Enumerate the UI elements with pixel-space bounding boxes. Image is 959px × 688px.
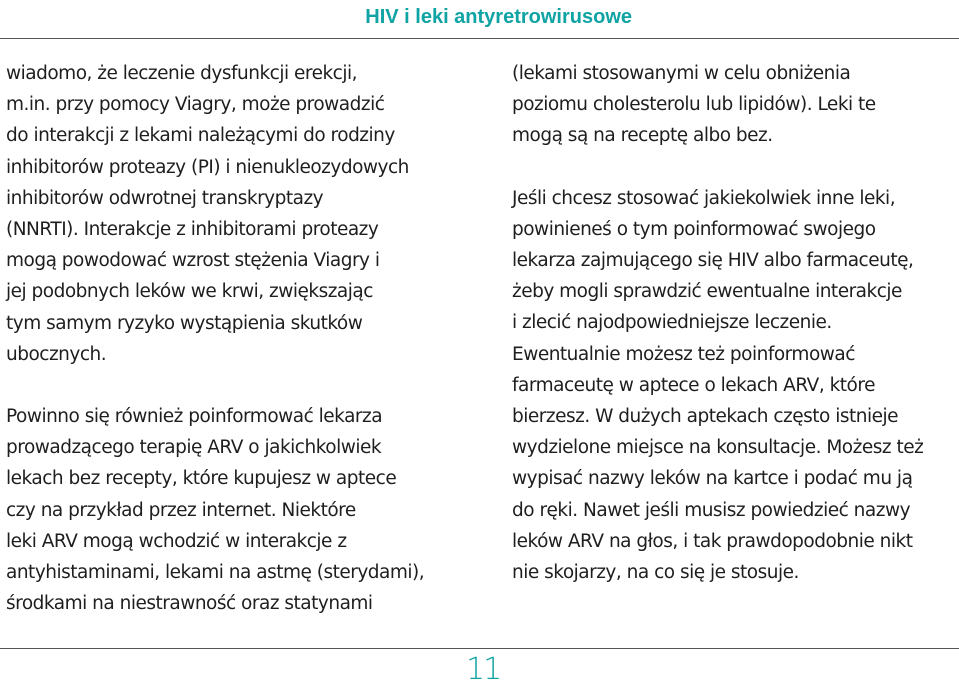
- text-line: m.in. przy pomocy Viagry, może prowadzić: [6, 94, 385, 116]
- right-text-column: [512, 58, 959, 619]
- text-line: Ewentualnie możesz też poinformować: [512, 343, 855, 365]
- text-line: żeby mogli sprawdzić ewentualne interakcje: [512, 281, 902, 303]
- text-line: poziomu cholesterolu lub lipidów). Leki te: [512, 94, 876, 116]
- text-line: inhibitorów odwrotnej transkryptazy: [6, 187, 324, 209]
- text-line: leków ARV na głos, i tak prawdopodobnie nikt: [512, 530, 913, 552]
- text-line: Jeśli chcesz stosować jakiekolwiek inne leki,: [512, 187, 896, 209]
- text-line: wypisać nazwy leków na kartce i podać mu ją: [512, 468, 913, 490]
- page-header-title: HIV i leki antyretrowirusowe: [365, 6, 632, 28]
- text-line: wydzielone miejsce na konsultacje. Możesz też: [512, 437, 924, 459]
- text-line: (NNRTI). Interakcje z inhibitorami proteazy: [6, 219, 379, 241]
- footer-divider: [0, 648, 959, 649]
- header-divider: [0, 38, 959, 39]
- text-line: farmaceutę w aptece o lekach ARV, które: [512, 374, 875, 396]
- page-number: 11: [466, 652, 501, 687]
- text-line: nie skojarzy, na co się je stosuje.: [512, 562, 799, 584]
- text-line: lekach bez recepty, które kupujesz w aptece: [6, 468, 397, 490]
- text-line: i zlecić najodpowiedniejsze leczenie.: [512, 312, 832, 334]
- left-text-column: [6, 58, 476, 650]
- text-line: inhibitorów proteazy (PI) i nienukleozydowych: [6, 156, 409, 178]
- text-line: antyhistaminami, lekami na astmę (sterydami),: [6, 562, 425, 584]
- text-line: leki ARV mogą wchodzić w interakcje z: [6, 530, 347, 552]
- text-line: (lekami stosowanymi w celu obniżenia: [512, 63, 851, 84]
- text-line: lekarza zajmującego się HIV albo farmaceutę,: [512, 250, 914, 272]
- text-line: do ręki. Nawet jeśli musisz powiedzieć nazwy: [512, 499, 911, 521]
- paragraph: [6, 401, 476, 619]
- text-line: prowadzącego terapię ARV o jakichkolwiek: [6, 437, 382, 459]
- text-line: tym samym ryzyko wystąpienia skutków: [6, 312, 363, 334]
- text-line: czy na przykład przez internet. Niektóre: [6, 499, 356, 521]
- text-line: wiadomo, że leczenie dysfunkcji erekcji,: [6, 63, 358, 84]
- text-line: mogą powodować wzrost stężenia Viagry i: [6, 250, 380, 272]
- text-line: ubocznych.: [6, 343, 107, 365]
- text-line: mogą są na receptę albo bez.: [512, 125, 773, 147]
- paragraph: [512, 183, 959, 589]
- text-line: do interakcji z lekami należącymi do rodziny: [6, 125, 395, 147]
- text-line: powinieneś o tym poinformować swojego: [512, 218, 876, 240]
- paragraph: [6, 58, 476, 370]
- text-line: bierzesz. W dużych aptekach często istnieje: [512, 406, 899, 428]
- paragraph: [512, 58, 959, 152]
- text-line: środkami na niestrawność oraz statynami: [6, 593, 373, 615]
- text-line: jej podobnych leków we krwi, zwiększając: [6, 281, 373, 303]
- text-line: Powinno się również poinformować lekarza: [6, 406, 383, 428]
